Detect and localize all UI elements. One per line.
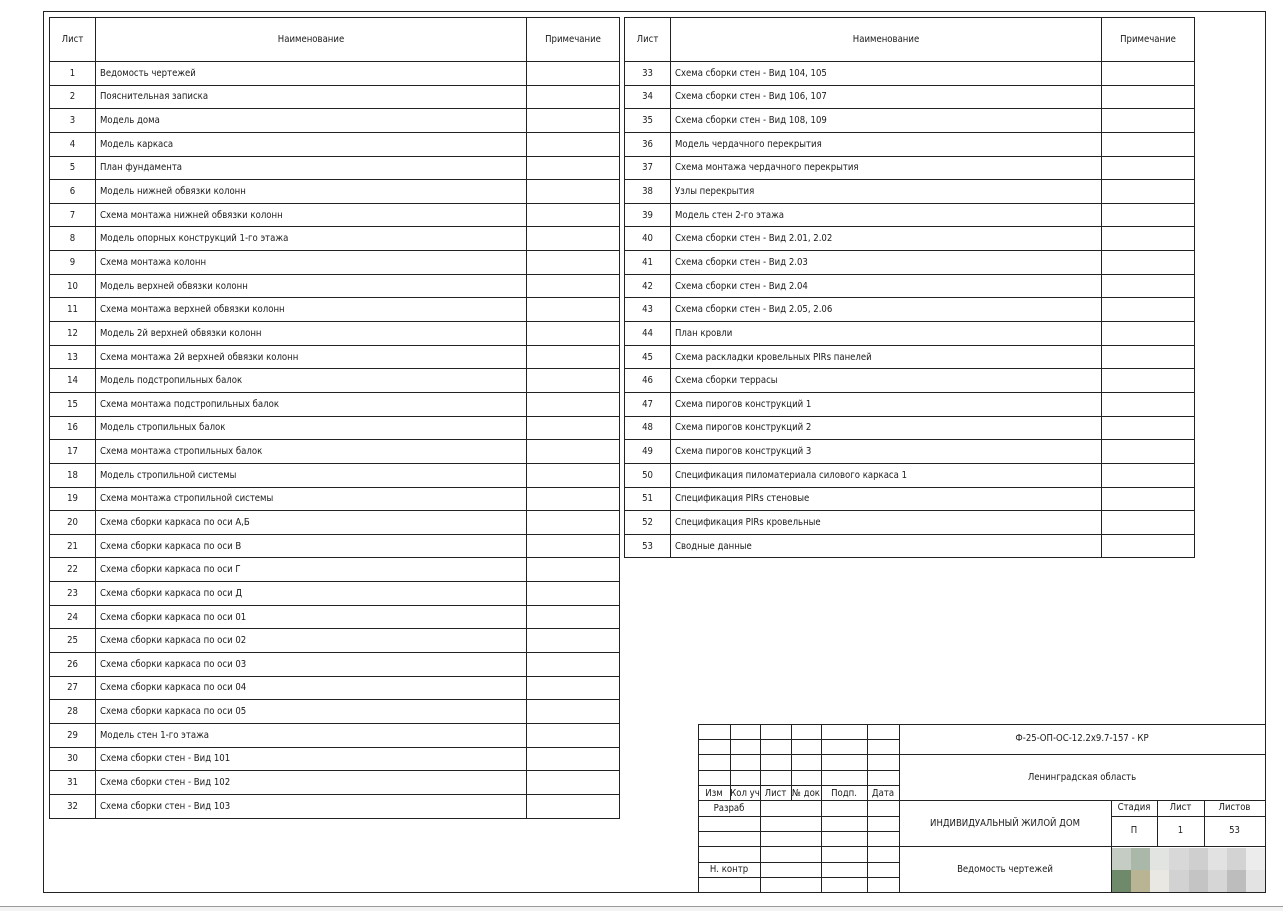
table-row <box>625 85 1195 109</box>
sheet-number: 2 <box>50 85 96 109</box>
sheet-number: 6 <box>50 180 96 204</box>
sheet-note <box>527 582 620 606</box>
blurred-logo-image <box>1112 848 1265 892</box>
sheet-name: Схема раскладки кровельных PIRs панелей <box>671 345 1102 369</box>
sheet-number: 8 <box>50 227 96 251</box>
table-row <box>625 416 1195 440</box>
table-row <box>50 511 620 535</box>
table-row <box>50 85 620 109</box>
list-value: 1 <box>1177 825 1184 836</box>
sheet-note <box>527 274 620 298</box>
sheet-note <box>527 416 620 440</box>
sheet-number: 9 <box>50 251 96 275</box>
sheet-note <box>527 180 620 204</box>
sheet-name: Модель верхней обвязки колонн <box>96 274 527 298</box>
sheet-number: 11 <box>50 298 96 322</box>
col-n-dok: № док <box>792 788 820 799</box>
sheet-name: Модель нижней обвязки колонн <box>96 180 527 204</box>
sheet-note <box>1102 487 1195 511</box>
sheet-title: Ведомость чертежей <box>957 864 1053 875</box>
sheet-number: 16 <box>50 416 96 440</box>
header-name: Наименование <box>671 18 1102 62</box>
sheet-number: 20 <box>50 511 96 535</box>
sheet-note <box>527 700 620 724</box>
table-row <box>625 322 1195 346</box>
document-code: Ф-25-ОП-ОС-12.2х9.7-157 - КР <box>1015 733 1149 744</box>
header-note: Примечание <box>527 18 620 62</box>
sheet-name: Схема пирогов конструкций 3 <box>671 440 1102 464</box>
sheet-name: Модель опорных конструкций 1-го этажа <box>96 227 527 251</box>
table-header-row <box>50 18 620 62</box>
sheet-name: Схема монтажа подстропильных балок <box>96 392 527 416</box>
drawings-table-left <box>49 17 620 819</box>
sheet-note <box>1102 511 1195 535</box>
table-row <box>50 132 620 156</box>
sheet-name: Модель дома <box>96 109 527 133</box>
sheet-number: 40 <box>625 227 671 251</box>
sheet-name: Спецификация пиломатериала силового каркаса 1 <box>671 463 1102 487</box>
sheet-number: 46 <box>625 369 671 393</box>
sheet-number: 37 <box>625 156 671 180</box>
sheet-name: План фундамента <box>96 156 527 180</box>
sheet-name: Схема монтажа нижней обвязки колонн <box>96 203 527 227</box>
sheet-note <box>1102 440 1195 464</box>
sheet-note <box>527 487 620 511</box>
table-row <box>50 369 620 393</box>
sheet-name: Схема сборки стен - Вид 2.01, 2.02 <box>671 227 1102 251</box>
sheet-name: Схема монтажа чердачного перекрытия <box>671 156 1102 180</box>
bottom-edge <box>0 906 1283 911</box>
table-row <box>50 345 620 369</box>
table-row <box>50 534 620 558</box>
sheet-number: 50 <box>625 463 671 487</box>
razrab-label: Разраб <box>713 803 745 814</box>
sheet-number: 35 <box>625 109 671 133</box>
table-row <box>50 629 620 653</box>
sheet-name: Схема сборки террасы <box>671 369 1102 393</box>
sheet-number: 42 <box>625 274 671 298</box>
table-row <box>625 369 1195 393</box>
sheet-number: 33 <box>625 62 671 86</box>
sheet-name: Схема монтажа 2й верхней обвязки колонн <box>96 345 527 369</box>
sheet-name: Модель подстропильных балок <box>96 369 527 393</box>
col-podp: Подп. <box>831 788 857 799</box>
table-row <box>50 463 620 487</box>
sheet-name: Схема пирогов конструкций 2 <box>671 416 1102 440</box>
table-row <box>50 62 620 86</box>
sheet-number: 21 <box>50 534 96 558</box>
sheet-number: 26 <box>50 653 96 677</box>
sheet-number: 41 <box>625 251 671 275</box>
table-row <box>50 274 620 298</box>
sheet-number: 48 <box>625 416 671 440</box>
sheet-note <box>527 156 620 180</box>
sheet-note <box>527 251 620 275</box>
sheet-number: 32 <box>50 794 96 818</box>
sheet-number: 24 <box>50 605 96 629</box>
table-row <box>50 558 620 582</box>
project-title: ИНДИВИДУАЛЬНЫЙ ЖИЛОЙ ДОМ <box>930 818 1080 829</box>
sheet-name: Схема сборки каркаса по оси 01 <box>96 605 527 629</box>
sheet-note <box>527 62 620 86</box>
sheet-name: Схема монтажа колонн <box>96 251 527 275</box>
table-row <box>625 62 1195 86</box>
table-row <box>50 771 620 795</box>
sheet-number: 52 <box>625 511 671 535</box>
sheet-number: 3 <box>50 109 96 133</box>
sheet-note <box>1102 274 1195 298</box>
col-kol-uch: Кол уч <box>730 788 760 799</box>
table-row <box>625 440 1195 464</box>
sheet-note <box>527 747 620 771</box>
sheet-note <box>527 345 620 369</box>
table-row <box>625 251 1195 275</box>
sheet-note <box>1102 534 1195 558</box>
sheet-number: 28 <box>50 700 96 724</box>
sheet-name: Схема сборки стен - Вид 104, 105 <box>671 62 1102 86</box>
sheet-number: 47 <box>625 392 671 416</box>
sheet-note <box>527 534 620 558</box>
table-row <box>50 440 620 464</box>
sheet-note <box>527 723 620 747</box>
sheet-number: 7 <box>50 203 96 227</box>
sheet-note <box>527 369 620 393</box>
table-row <box>625 463 1195 487</box>
sheet-name: Схема монтажа стропильной системы <box>96 487 527 511</box>
sheet-name: Схема сборки каркаса по оси Д <box>96 582 527 606</box>
sheet-name: Схема сборки стен - Вид 102 <box>96 771 527 795</box>
sheet-note <box>1102 392 1195 416</box>
table-row <box>50 605 620 629</box>
sheet-note <box>527 227 620 251</box>
sheet-note <box>527 463 620 487</box>
sheet-number: 19 <box>50 487 96 511</box>
sheet-note <box>1102 463 1195 487</box>
sheet-note <box>1102 180 1195 204</box>
sheet-note <box>527 676 620 700</box>
sheet-number: 31 <box>50 771 96 795</box>
sheet-name: Схема сборки каркаса по оси 05 <box>96 700 527 724</box>
table-row <box>625 109 1195 133</box>
sheet-number: 5 <box>50 156 96 180</box>
sheet-number: 27 <box>50 676 96 700</box>
sheet-note <box>527 605 620 629</box>
sheet-name: Модель каркаса <box>96 132 527 156</box>
sheet-number: 38 <box>625 180 671 204</box>
sheet-number: 23 <box>50 582 96 606</box>
sheet-name: Схема сборки стен - Вид 2.03 <box>671 251 1102 275</box>
sheet-note <box>527 794 620 818</box>
table-row <box>50 109 620 133</box>
sheet-note <box>527 629 620 653</box>
sheet-number: 25 <box>50 629 96 653</box>
sheet-number: 36 <box>625 132 671 156</box>
sheet-number: 49 <box>625 440 671 464</box>
sheet-name: Модель стен 2-го этажа <box>671 203 1102 227</box>
col-list: Лист <box>764 788 787 799</box>
sheet-name: Схема сборки каркаса по оси В <box>96 534 527 558</box>
sheet-name: Схема сборки каркаса по оси 02 <box>96 629 527 653</box>
sheet-number: 34 <box>625 85 671 109</box>
sheet-number: 44 <box>625 322 671 346</box>
sheet-name: Модель 2й верхней обвязки колонн <box>96 322 527 346</box>
sheet-number: 14 <box>50 369 96 393</box>
table-row <box>50 180 620 204</box>
table-row <box>625 203 1195 227</box>
table-row <box>625 487 1195 511</box>
sheet-number: 39 <box>625 203 671 227</box>
sheet-number: 18 <box>50 463 96 487</box>
sheet-name: Схема сборки стен - Вид 101 <box>96 747 527 771</box>
sheet-number: 43 <box>625 298 671 322</box>
sheet-note <box>1102 156 1195 180</box>
n-kontr-label: Н. контр <box>709 864 749 875</box>
sheet-note <box>1102 85 1195 109</box>
drawings-table-right <box>624 17 1195 558</box>
table-row <box>50 156 620 180</box>
sheet-note <box>527 511 620 535</box>
list-label: Лист <box>1169 802 1192 813</box>
table-row <box>50 322 620 346</box>
sheet-note <box>527 771 620 795</box>
sheet-number: 22 <box>50 558 96 582</box>
table-row <box>50 416 620 440</box>
sheet-note <box>1102 62 1195 86</box>
listov-label: Листов <box>1218 802 1251 813</box>
sheet-number: 4 <box>50 132 96 156</box>
stage-label: Стадия <box>1117 802 1151 813</box>
sheet-note <box>1102 298 1195 322</box>
sheet-name: Схема сборки каркаса по оси 03 <box>96 653 527 677</box>
table-row <box>625 298 1195 322</box>
table-row <box>625 227 1195 251</box>
sheet-note <box>527 653 620 677</box>
table-row <box>50 227 620 251</box>
table-row <box>625 132 1195 156</box>
table-row <box>50 203 620 227</box>
sheet-note <box>527 132 620 156</box>
sheet-name: Модель чердачного перекрытия <box>671 132 1102 156</box>
sheet-name: Схема сборки стен - Вид 106, 107 <box>671 85 1102 109</box>
sheet-note <box>527 440 620 464</box>
header-name: Наименование <box>96 18 527 62</box>
sheet-note <box>1102 322 1195 346</box>
header-note: Примечание <box>1102 18 1195 62</box>
table-row <box>625 156 1195 180</box>
sheet-number: 17 <box>50 440 96 464</box>
stage-value: П <box>1130 825 1138 836</box>
header-sheet: Лист <box>50 18 96 62</box>
sheet-name: Модель стен 1-го этажа <box>96 723 527 747</box>
table-row <box>625 345 1195 369</box>
table-row <box>625 511 1195 535</box>
sheet-number: 45 <box>625 345 671 369</box>
header-sheet: Лист <box>625 18 671 62</box>
sheet-number: 13 <box>50 345 96 369</box>
sheet-name: Модель стропильной системы <box>96 463 527 487</box>
sheet-name: Сводные данные <box>671 534 1102 558</box>
table-row <box>50 653 620 677</box>
sheet-name: Схема сборки каркаса по оси 04 <box>96 676 527 700</box>
table-row <box>625 392 1195 416</box>
sheet-name: Спецификация PIRs кровельные <box>671 511 1102 535</box>
col-izm: Изм <box>705 788 723 799</box>
sheet-note <box>1102 109 1195 133</box>
sheet-note <box>527 85 620 109</box>
table-row <box>50 676 620 700</box>
sheet-name: Схема сборки стен - Вид 103 <box>96 794 527 818</box>
sheet-name: Схема сборки стен - Вид 2.05, 2.06 <box>671 298 1102 322</box>
sheet-note <box>527 392 620 416</box>
sheet-number: 30 <box>50 747 96 771</box>
col-data: Дата <box>871 788 895 799</box>
sheet-number: 51 <box>625 487 671 511</box>
sheet-note <box>527 203 620 227</box>
sheet-note <box>1102 369 1195 393</box>
sheet-note <box>1102 132 1195 156</box>
table-row <box>625 180 1195 204</box>
sheet-note <box>527 558 620 582</box>
sheet-note <box>1102 251 1195 275</box>
sheet-note <box>1102 203 1195 227</box>
table-row <box>50 794 620 818</box>
sheet-number: 29 <box>50 723 96 747</box>
sheet-name: Схема пирогов конструкций 1 <box>671 392 1102 416</box>
sheet-note <box>527 298 620 322</box>
table-header-row <box>625 18 1195 62</box>
table-row <box>625 534 1195 558</box>
table-row <box>50 582 620 606</box>
sheet-note <box>1102 416 1195 440</box>
sheet-note <box>1102 227 1195 251</box>
sheet-number: 10 <box>50 274 96 298</box>
sheet-name: Схема монтажа стропильных балок <box>96 440 527 464</box>
sheet-note <box>527 322 620 346</box>
sheet-name: Схема сборки каркаса по оси А,Б <box>96 511 527 535</box>
sheet-name: Узлы перекрытия <box>671 180 1102 204</box>
table-row <box>50 700 620 724</box>
sheet-name: Схема сборки стен - Вид 2.04 <box>671 274 1102 298</box>
sheet-name: Схема монтажа верхней обвязки колонн <box>96 298 527 322</box>
sheet-name: Ведомость чертежей <box>96 62 527 86</box>
table-row <box>50 747 620 771</box>
sheet-number: 12 <box>50 322 96 346</box>
table-row <box>50 298 620 322</box>
sheet-number: 1 <box>50 62 96 86</box>
table-row <box>625 274 1195 298</box>
sheet-note <box>527 109 620 133</box>
table-row <box>50 251 620 275</box>
region: Ленинградская область <box>1027 772 1137 783</box>
table-row <box>50 723 620 747</box>
sheet-name: Схема сборки стен - Вид 108, 109 <box>671 109 1102 133</box>
table-row <box>50 392 620 416</box>
table-row <box>50 487 620 511</box>
sheet-number: 53 <box>625 534 671 558</box>
sheet-name: План кровли <box>671 322 1102 346</box>
sheet-name: Пояснительная записка <box>96 85 527 109</box>
sheet-note <box>1102 345 1195 369</box>
listov-value: 53 <box>1229 825 1240 836</box>
sheet-name: Модель стропильных балок <box>96 416 527 440</box>
sheet-number: 15 <box>50 392 96 416</box>
sheet-name: Спецификация PIRs стеновые <box>671 487 1102 511</box>
sheet-name: Схема сборки каркаса по оси Г <box>96 558 527 582</box>
